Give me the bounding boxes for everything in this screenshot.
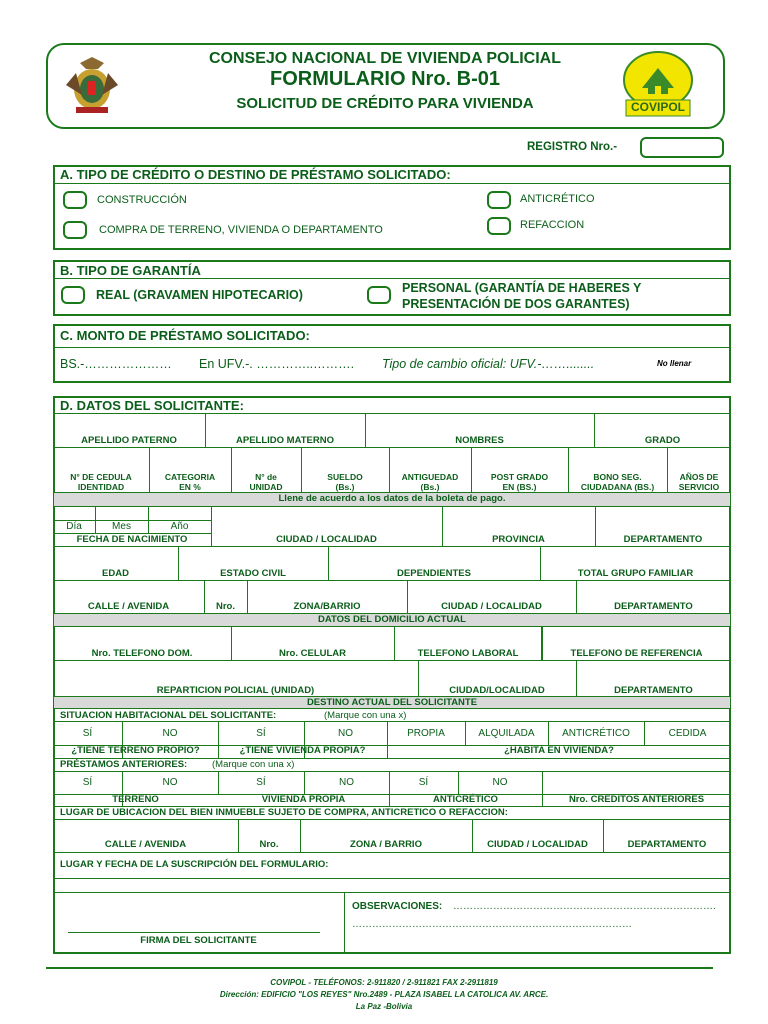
departamento-domicilio-label: DEPARTAMENTO: [614, 601, 693, 612]
footer-contact: COVIPOL - TELÉFONOS: 2-911820 / 2-911821 FAX 2-2911819: [270, 978, 498, 987]
creditos-anteriores-label: Nro. CREDITOS ANTERIORES: [568, 794, 705, 805]
total-grupo-label: TOTAL GRUPO FAMILIAR: [577, 568, 694, 579]
telefono-laboral-label: TELEFONO LABORAL: [417, 648, 519, 659]
compra-label: COMPRA DE TERRENO, VIVIENDA O DEPARTAMENTO: [99, 224, 383, 236]
bien-zona-label: ZONA / BARRIO: [350, 839, 422, 850]
prestamo-vivienda-no[interactable]: NO: [339, 777, 354, 788]
vivienda-propia-question: ¿TIENE VIVIENDA PROPIA?: [239, 745, 366, 756]
refaccion-label: REFACCION: [520, 219, 585, 231]
lugar-fecha-label: LUGAR Y FECHA DE LA SUSCRIPCIÓN DEL FORMULARIO:: [60, 859, 329, 870]
apellido-paterno-label: APELLIDO PATERNO: [81, 435, 177, 446]
firma-label: FIRMA DEL SOLICITANTE: [140, 935, 257, 946]
provincia-label: PROVINCIA: [492, 534, 545, 545]
bien-ciudad-label: CIUDAD / LOCALIDAD: [487, 839, 588, 850]
real-label: REAL (GRAVAMEN HIPOTECARIO): [96, 288, 303, 302]
habita-question: ¿HABITA EN VIVIENDA?: [504, 745, 614, 756]
no-llenar: No llenar: [657, 359, 692, 368]
telefono-referencia-label: TELEFONO DE REFERENCIA: [570, 648, 703, 659]
observaciones-dots-2[interactable]: …………………………………………………………………………: [352, 919, 632, 930]
compra-checkbox[interactable]: [63, 221, 87, 239]
form-subtitle: SOLICITUD DE CRÉDITO PARA VIVIENDA: [236, 95, 534, 112]
section-a-title: A. TIPO DE CRÉDITO O DESTINO DE PRÉSTAMO SOLICITADO:: [60, 167, 451, 182]
prestamos-marque: (Marque con una x): [212, 759, 295, 770]
footer-address: Dirección: EDIFICIO "LOS REYES" Nro.2489 - PLAZA ISABEL LA CATOLICA AV. ARCE.: [219, 990, 549, 999]
fecha-nacimiento-label: FECHA DE NACIMIENTO: [76, 534, 188, 545]
habita-cedida[interactable]: CEDIDA: [668, 728, 707, 739]
registro-label: REGISTRO Nro.-: [527, 141, 618, 153]
nro-label: Nro.: [216, 601, 235, 612]
dia-label: Día: [66, 521, 82, 532]
bien-nro-label: Nro.: [259, 839, 279, 850]
zona-label: ZONA/BARRIO: [293, 601, 361, 612]
prestamo-vivienda-label: VIVIENDA PROPIA: [261, 794, 346, 805]
covipol-logo: [622, 50, 694, 118]
estado-civil-label: ESTADO CIVIL: [220, 568, 286, 579]
construccion-checkbox[interactable]: [63, 191, 87, 209]
reparticion-label: REPARTICION POLICIAL (UNIDAD): [156, 685, 315, 696]
ciudad-domicilio-label: CIUDAD / LOCALIDAD: [441, 601, 542, 612]
telefono-dom-label: Nro. TELEFONO DOM.: [91, 648, 193, 659]
real-checkbox[interactable]: [61, 286, 85, 304]
observaciones-dots-1[interactable]: …………………………………………………………………….: [453, 901, 716, 912]
terreno-propio-question: ¿TIENE TERRENO PROPIO?: [71, 745, 200, 756]
domicilio-actual-header: DATOS DEL DOMICILIO ACTUAL: [318, 614, 466, 625]
section-b-title: B. TIPO DE GARANTÍA: [60, 263, 201, 278]
ciudad-destino-label: CIUDAD/LOCALIDAD: [449, 685, 545, 696]
grado-label: GRADO: [644, 435, 681, 446]
mes-label: Mes: [112, 521, 131, 532]
org-name: CONSEJO NACIONAL DE VIVIENDA POLICIAL: [208, 50, 562, 67]
form-title: FORMULARIO Nro. B-01: [270, 68, 500, 90]
apellido-materno-label: APELLIDO MATERNO: [236, 435, 334, 446]
anticretico-checkbox[interactable]: [487, 191, 511, 209]
departamento-destino-label: DEPARTAMENTO: [614, 685, 693, 696]
vivienda-si[interactable]: SÍ: [256, 728, 266, 739]
prestamo-anticretico-label: ANTICRÉTICO: [433, 794, 498, 805]
anticretico-label: ANTICRÉTICO: [520, 193, 595, 205]
celular-label: Nro. CELULAR: [278, 648, 347, 659]
dependientes-label: DEPENDIENTES: [397, 568, 471, 579]
departamento-label: DEPARTAMENTO: [623, 534, 703, 545]
vivienda-no[interactable]: NO: [338, 728, 353, 739]
tipo-cambio[interactable]: Tipo de cambio oficial: UFV.-……........: [382, 357, 595, 371]
bono-label: BONO SEG. CIUDADANA (BS.): [580, 472, 655, 492]
destino-actual-header: DESTINO ACTUAL DEL SOLICITANTE: [306, 697, 478, 708]
section-c-title: C. MONTO DE PRÉSTAMO SOLICITADO:: [60, 328, 310, 343]
habita-propia[interactable]: PROPIA: [407, 728, 445, 739]
registro-field[interactable]: [640, 137, 724, 158]
boleta-note: Llene de acuerdo a los datos de la boleta de pago.: [278, 493, 506, 504]
situacion-label: SITUACION HABITACIONAL DEL SOLICITANTE:: [60, 710, 277, 721]
prestamo-terreno-label: TERRENO: [112, 794, 159, 805]
covipol-logo-text: COVIPOL: [630, 100, 685, 114]
personal-checkbox[interactable]: [367, 286, 391, 304]
categoria-label: CATEGORIA EN %: [164, 472, 216, 492]
monto-ufv[interactable]: En UFV.-. …………..……….: [199, 357, 355, 371]
cedula-label: N° DE CEDULA IDENTIDAD: [70, 472, 132, 492]
anio-label: Año: [170, 521, 189, 532]
antiguedad-label: ANTIGUEDAD (Bs.): [401, 472, 459, 492]
terreno-si[interactable]: SÍ: [82, 728, 93, 739]
edad-label: EDAD: [102, 568, 129, 579]
ciudad-label: CIUDAD / LOCALIDAD: [276, 534, 377, 545]
refaccion-checkbox[interactable]: [487, 217, 511, 235]
monto-bs[interactable]: BS.-…………………: [60, 357, 172, 371]
prestamo-anticretico-si[interactable]: SÍ: [418, 777, 429, 788]
bien-calle-label: CALLE / AVENIDA: [104, 839, 187, 850]
prestamos-label: PRÉSTAMOS ANTERIORES:: [60, 759, 188, 770]
sueldo-label: SUELDO (Bs.): [327, 472, 363, 492]
observaciones-label: OBSERVACIONES:: [352, 901, 443, 912]
prestamo-terreno-si[interactable]: SÍ: [82, 777, 93, 788]
lugar-bien-label: LUGAR DE UBICACION DEL BIEN INMUEBLE SUJETO DE COMPRA, ANTICRETICO O REFACCION:: [60, 807, 508, 818]
prestamo-anticretico-no[interactable]: NO: [492, 777, 508, 788]
situacion-marque: (Marque con una x): [324, 710, 407, 721]
postgrado-label: POST GRADO EN (BS.): [490, 472, 549, 492]
personal-label-2: PRESENTACIÓN DE DOS GARANTES): [402, 297, 630, 311]
section-d-title: D. DATOS DEL SOLICITANTE:: [60, 398, 244, 413]
personal-label-1: PERSONAL (GARANTÍA DE HABERES Y: [402, 281, 642, 295]
footer-city: La Paz -Bolivia: [355, 1002, 413, 1011]
nombres-label: NOMBRES: [455, 435, 504, 446]
bien-departamento-label: DEPARTAMENTO: [627, 839, 707, 850]
prestamo-vivienda-si[interactable]: SÍ: [256, 777, 266, 788]
terreno-no[interactable]: NO: [162, 728, 178, 739]
calle-label: CALLE / AVENIDA: [87, 601, 170, 612]
prestamo-terreno-no[interactable]: NO: [162, 777, 178, 788]
unidad-label: N° de UNIDAD: [249, 472, 283, 492]
anos-servicio-label: AÑOS DE SERVICIO: [678, 472, 720, 492]
habita-alquilada[interactable]: ALQUILADA: [478, 728, 535, 739]
habita-anticretico[interactable]: ANTICRÉTICO: [562, 728, 630, 739]
construccion-label: CONSTRUCCIÓN: [97, 194, 187, 206]
police-crest-logo: [62, 55, 122, 117]
